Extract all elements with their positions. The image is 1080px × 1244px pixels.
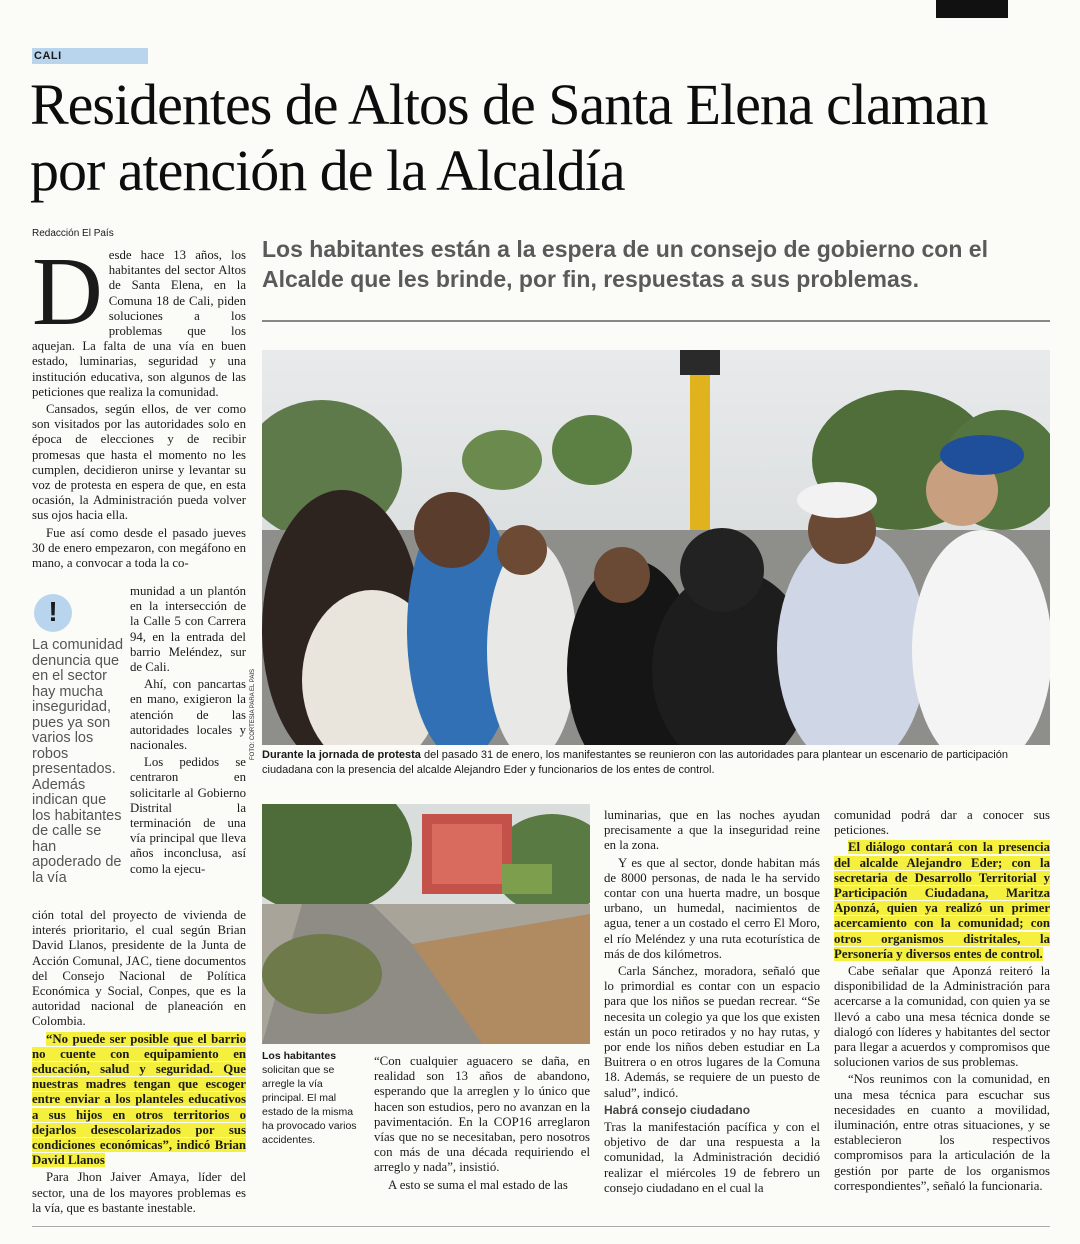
paragraph: Y es que al sector, donde habitan más de 8000 personas, de nada le ha servido contar con una huerta madre, un bosque urbano, un humedal, nacimientos de agua, tener a un costado el cerro El Moro, el río Meléndez y una ruta ecoturística de más de dos kilómetros. [604,855,820,961]
paragraph: Carla Sánchez, moradora, señaló que lo primordial es contar con un espacio para que los niños se puedan recrear. “Se necesita un colegio ya que los que existen están un poco retirados y no hay rutas, y por ende los niños deben estudiar en La Buitrera o en otros lugares de la Comuna 18. Además, se requiere de un puesto de salud”, indicó. [604,964,820,1100]
paragraph: Cabe señalar que Aponzá reiteró la disponibilidad de la Administración para acercarse a la comunidad, con quien ya se llevó a cabo una mesa técnica donde se dialogó con líderes y habitantes del sector para llegar a acuerdos y compromisos que solucionen varios de sus problemas. [834,964,1050,1070]
main-photo-caption [262,748,1050,778]
pull-quote: La comunidad denuncia que en el sector hay mucha inseguridad, pues ya son varios los robos presentados. Además indican que los habitantes de calle se han apoderado de la vía [32,637,124,886]
caption-lead: Los habitantes [262,1050,337,1062]
article-column-1-lower [32,908,246,1218]
deck: Los habitantes están a la espera de un consejo de gobierno con el Alcalde que les brinde, por fin, respuestas a sus problemas. [262,236,988,292]
bottom-divider [32,1226,1050,1227]
paragraph: comunidad podrá dar a conocer sus peticiones. [834,808,1050,838]
article-column-5 [834,808,1050,1196]
caption-lead: Durante la jornada de protesta [262,749,421,761]
highlighted-paragraph: El diálogo contará con la presencia del alcalde Alejandro Eder; con la secretaria de Desarrollo Territorial y Participación Ciudadana, Maritza Aponzá, quien ya realizó un primer acercamiento con la comunidad; con otros organismos distritales, la Personería y diversos entes de control. [834,840,1050,961]
drop-cap: D [32,238,103,346]
article-column-1-narrow [130,584,246,879]
road-photo-caption [262,1049,366,1147]
highlighted-quote: “No puede ser posible que el barrio no cuente con equipamiento en educación, salud y seguridad. Que nuestras madres tengan que escoger entre enviar a los planteles educativos a sus hijos en otros territorios o dejarlos desescolarizados por sus condiciones económicas”, indicó Brian David Llanos [32,1031,246,1168]
headline: Residentes de Altos de Santa Elena claman por atención de la Alcaldía [30,72,988,203]
protest-photo [262,350,1050,745]
paragraph: “Con cualquier aguacero se daña, en realidad son 13 años de abandono, esperando que la arreglen y lo único que hacen son estudios, pero no avanzan en la pavimentación. En la COP16 arreglaron vías que no se necesitaban, pero nosotros con más de una década requiriendo el arreglo y nada”, insistió. [374,1054,590,1175]
caption-text: solicitan que se arregle la vía principal. El mal estado de la misma ha provocado varios accidentes. [262,1064,357,1146]
paragraph: Fue así como desde el pasado jueves 30 de enero empezaron, con megáfono en mano, a convocar a toda la co- [32,525,246,571]
exclamation-icon: ! [34,594,72,632]
byline: Redacción El País [32,228,114,239]
paragraph: Cansados, según ellos, de ver como son visitados por las autoridades solo en época de elecciones y de recibir promesas que hasta el momento no les cumplen, decidieron unirse y levantar su voz de protesta en espera de que, en esta ocasión, la Administración pueda volver sus ojos hacia ella. [32,402,246,523]
paragraph: “Nos reunimos con la comunidad, en una mesa técnica para escuchar sus necesidades en cuanto a movilidad, iluminación, entre otras situaciones, y se establecieron los respectivos compromisos para la articulación de la gestión por parte de los organismos correspondientes”, señaló la funcionaria. [834,1072,1050,1193]
paragraph: Ahí, con pancartas en mano, exigieron la atención de las autoridades locales y nacionales. [130,677,246,753]
article-column-4 [604,808,820,1198]
paragraph: munidad a un plantón en la intersección de la Calle 5 con Carrera 94, en la entrada del barrio Meléndez, sur de Cali. [130,584,246,675]
paragraph: Los pedidos se centraron en solicitarle al Gobierno Distrital la terminación de una vía principal que lleva años inconclusa, así como la ejecu- [130,755,246,876]
top-black-bar [936,0,1008,18]
subheading: Habrá consejo ciudadano [604,1102,751,1117]
paragraph: A esto se suma el mal estado de las [388,1177,568,1192]
paragraph: luminarias, que en las noches ayudan precisamente a que la inseguridad reine en la zona. [604,808,820,853]
photo-credit: FOTO: CORTESÍA PARA EL PAÍS [250,668,256,760]
paragraph: Tras la manifestación pacífica y con el objetivo de dar una respuesta a la comunidad, la Administración decidió realizar el miércoles 19 de febrero un consejo ciudadano en el cual la [604,1120,820,1195]
caption-text: del pasado 31 de enero, los manifestantes se reunieron con las autoridades para plantear un escenario de participación ciudadana con la presencia del alcalde Alejandro Eder y funcionarios de los entes de control. [262,749,1008,776]
road-photo [262,804,590,1044]
paragraph: Para Jhon Jaiver Amaya, líder del sector, una de los mayores problemas es la vía, que es bastante inestable. [32,1170,246,1215]
paragraph: esde hace 13 años, los habitantes del sector Altos de Santa Elena, en la Comuna 18 de Cali, piden soluciones a los problemas que los aquejan. La falta de una vía en buen estado, luminarias, seguridad y una institución educativa, son algunos de las peticiones que realiza la comunidad. [32,248,246,399]
article-column-1 [32,238,246,573]
section-tag: CALI [32,48,148,64]
article-column-3 [374,1054,590,1195]
deck-divider [262,320,1050,322]
paragraph: ción total del proyecto de vivienda de interés prioritario, el cual según Brian David Llanos, presidente de la Junta de Acción Comunal, JAC, tiene documentos del Consejo Nacional de Política Económica y Social, Conpes, que es la autoridad nacional de planeación en Colombia. [32,908,246,1029]
